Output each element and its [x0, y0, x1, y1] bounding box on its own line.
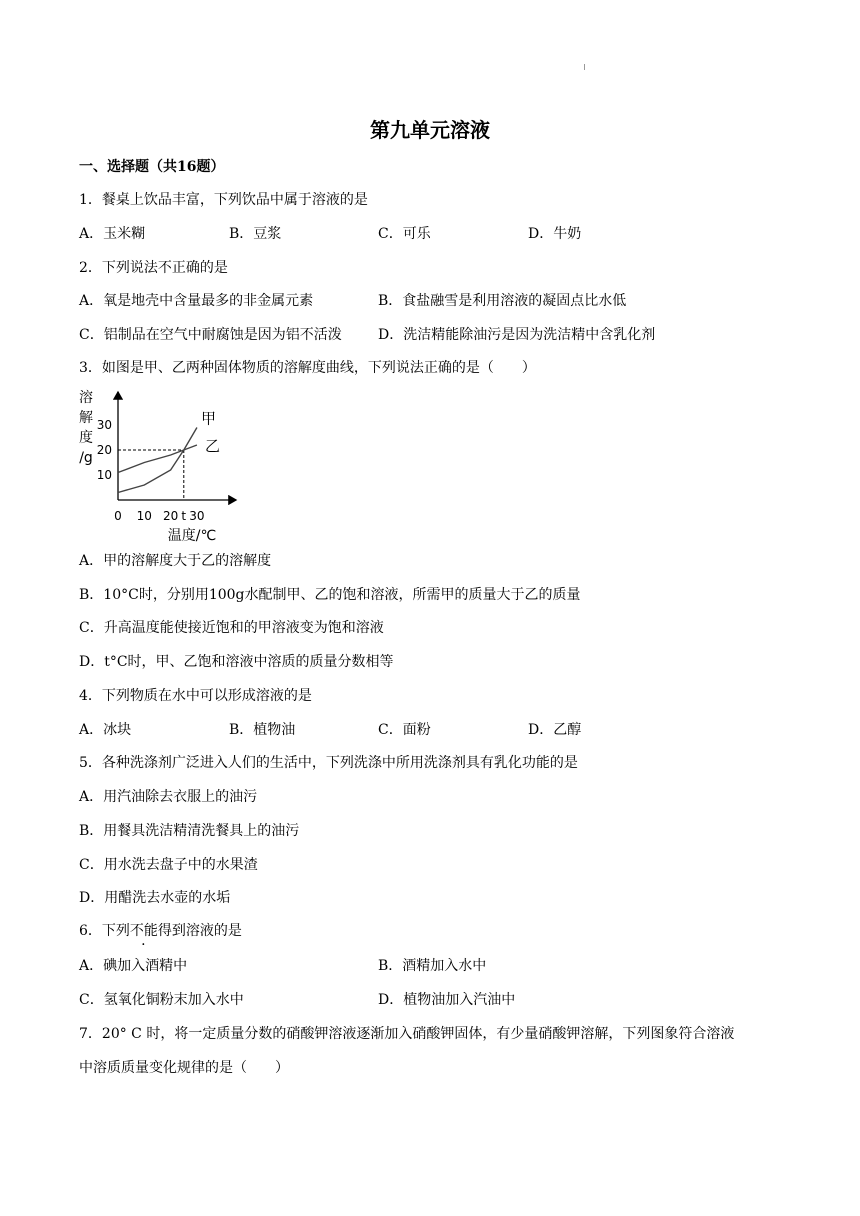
q4-option-b: B．植物油 — [229, 722, 296, 738]
y-axis-label-char: 解 — [79, 410, 93, 426]
q2-option-a: A．氧是地壳中含量最多的非金属元素 — [79, 293, 314, 309]
q4-option-a: A．冰块 — [79, 722, 132, 738]
question-2-stem: 2．下列说法不正确的是 — [79, 260, 228, 276]
x-tick-label: 10 — [136, 509, 152, 523]
x-tick-label: 30 — [189, 509, 205, 523]
question-4-stem: 4．下列物质在水中可以形成溶液的是 — [79, 688, 312, 704]
q6-stem-pre: 6．下列 — [79, 923, 130, 939]
q6-option-a: A．碘加入酒精中 — [79, 958, 188, 974]
section-heading: 一、选择题（共16题） — [79, 159, 225, 175]
q2-option-d: D．洗洁精能除油污是因为洗洁精中含乳化剂 — [378, 327, 656, 343]
solubility-chart — [74, 386, 264, 550]
series-labels — [201, 410, 220, 456]
y-tick-label: 30 — [96, 418, 112, 432]
series-curves — [118, 428, 197, 493]
y-axis-label — [79, 389, 93, 466]
y-axis-label-char: 度 — [79, 430, 93, 446]
q1-option-c: C．可乐 — [378, 226, 431, 242]
q6-option-b: B．酒精加入水中 — [378, 958, 487, 974]
q1-option-a: A．玉米糊 — [79, 226, 146, 242]
q3-option-c: C．升高温度能使接近饱和的甲溶液变为饱和溶液 — [79, 620, 384, 636]
y-axis-label-char: /g — [79, 450, 93, 466]
series-line-jia — [118, 428, 197, 493]
question-3-stem: 3．如图是甲、乙两种固体物质的溶解度曲线，下列说法正确的是（ ） — [79, 360, 536, 376]
q6-stem-post: 得到溶液的是 — [157, 923, 242, 939]
q2-option-b: B．食盐融雪是利用溶液的凝固点比水低 — [378, 293, 627, 309]
q3-option-b: B．10°C时，分别用100g水配制甲、乙的饱和溶液，所需甲的质量大于乙的质量 — [79, 587, 581, 603]
series-label-jia: 甲 — [200, 409, 216, 428]
question-7-line-1: 7．20° C 时，将一定质量分数的硝酸钾溶液逐渐加入硝酸钾固体，有少量硝酸钾溶解，下列图象符合溶液 — [79, 1026, 735, 1042]
q1-option-b: B．豆浆 — [229, 226, 282, 242]
q5-option-d: D．用醋洗去水壶的水垢 — [79, 890, 231, 906]
question-6-stem — [79, 921, 242, 941]
q4-option-c: C．面粉 — [378, 722, 431, 738]
q5-option-b: B．用餐具洗洁精清洗餐具上的油污 — [79, 823, 300, 839]
q6-option-d: D．植物油加入汽油中 — [378, 992, 516, 1008]
y-axis-label-char: 溶 — [79, 390, 93, 406]
x-tick-label: 0 — [114, 509, 122, 523]
q1-option-d: D．牛奶 — [528, 226, 582, 242]
q2-option-c: C．铝制品在空气中耐腐蚀是因为铝不活泼 — [79, 327, 342, 343]
page-title: 第九单元溶液 — [370, 118, 490, 142]
q3-option-d: D．t°C时，甲、乙饱和溶液中溶质的质量分数相等 — [79, 654, 394, 670]
q5-option-a: A．用汽油除去衣服上的油污 — [79, 789, 258, 805]
y-tick-label: 20 — [96, 443, 112, 457]
header-mark — [584, 64, 585, 70]
question-1-stem: 1．餐桌上饮品丰富，下列饮品中属于溶液的是 — [79, 192, 368, 208]
x-tick-labels — [114, 509, 204, 523]
q6-stem-emphasis: 不能 — [129, 923, 158, 939]
y-tick-label: 10 — [96, 468, 112, 482]
y-tick-labels — [97, 418, 112, 482]
q3-option-a: A．甲的溶解度大于乙的溶解度 — [79, 553, 272, 569]
question-7-line-2: 中溶质质量变化规律的是（ ） — [79, 1060, 289, 1076]
q4-option-d: D．乙醇 — [528, 722, 582, 738]
x-axis-label: 温度/℃ — [167, 528, 217, 544]
q5-option-c: C．用水洗去盘子中的水果渣 — [79, 857, 258, 873]
series-label-yi: 乙 — [204, 437, 220, 455]
x-tick-label: 20 — [162, 509, 179, 523]
series-line-yi — [118, 445, 197, 473]
question-5-stem: 5．各种洗涤剂广泛进入人们的生活中，下列洗涤中所用洗涤剂具有乳化功能的是 — [79, 755, 578, 771]
q6-option-c: C．氢氧化铜粉末加入水中 — [79, 992, 244, 1008]
x-tick-label: t — [181, 509, 187, 523]
intersection-guides — [118, 450, 184, 500]
